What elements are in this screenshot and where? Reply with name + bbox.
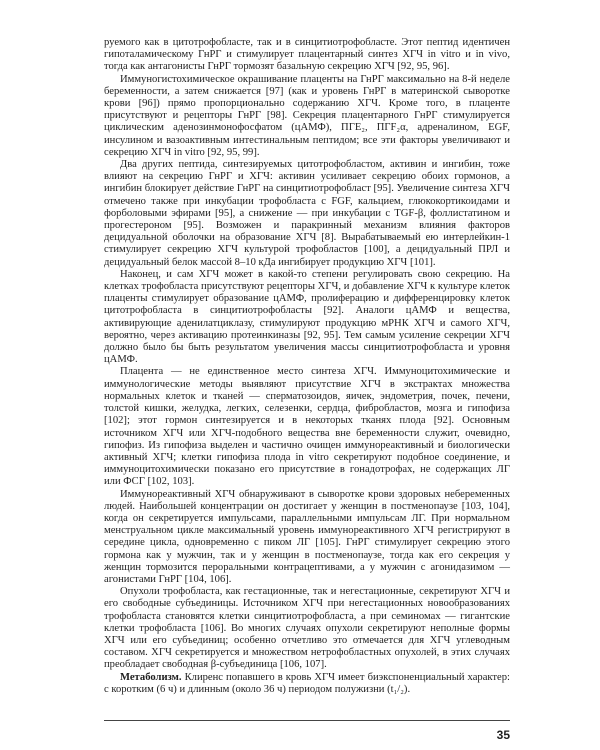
paragraph-1: руемого как в цитотрофобласте, так и в синцитиотрофобласте. Этот пептид идентичен гипоталамическому ГнРГ и стимулирует плацентарный синтез ХГЧ in vitro и in vivo, тогда как антагонисты ГнРГ тормозят базальную секрецию ХГЧ [92, 95, 96].	[104, 37, 510, 73]
paragraph-4: Наконец, и сам ХГЧ может в какой-то степени регулировать свою секрецию. На клетках трофобласта присутствуют рецепторы ХГЧ, и добавление ХГЧ к культуре клеток плаценты стимулирует образование цАМФ, пролиферацию и дифференцировку клеток цитотрофобласта в синцитиотрофобласты [92]. Аналоги цАМФ и вещества, активирующие аденилатциклазу, стимулируют продукцию мРНК ХГЧ и самого ХГЧ, вероятно, через активацию протеинкиназы [92, 95]. Тем самым усиление секреции ХГЧ должно было бы быть результатом увеличения массы синцитиотрофобласта и уровня цАМФ.	[104, 268, 510, 366]
paragraph-2: Иммуногистохимическое окрашивание плаценты на ГнРГ максимально на 8-й неделе беременности, а затем снижается [97] (как и уровень ГнРГ в материнской сыворотке крови [96]) прямо пропорционально содержанию ХГЧ. Кроме того, в плаценте присутствуют и рецепторы ГнРГ [98]. Секреция плацентарного ГнРГ стимулируется циклическим аденозинмонофосфатом (цАМФ), ПГЕ₂, ПГF₂α, адреналином, EGF, инсулином и вазоактивным интестинальным пептидом; все эти факторы увеличивают и секрецию ХГЧ in vitro [92, 95, 99].	[104, 73, 510, 158]
paragraph-8-text: Клиренс попавшего в кровь ХГЧ имеет биэкспоненциальный характер: с коротким (6 ч) и длинным (около 36 ч) периодом полужизни (t₁/₂).	[104, 671, 510, 695]
footer-rule	[104, 720, 510, 721]
paragraph-3: Два других пептида, синтезируемых цитотрофобластом, активин и ингибин, тоже влияют на секрецию ГнРГ и ХГЧ: активин усиливает секрецию обоих гормонов, а ингибин блокирует действие ГнРГ на синцитиотрофобласт [95]. Увеличение синтеза ХГЧ отмечено также при инкубации трофобласта с FGF, кальцием, глюкокортикоидами и форболовыми эфирами [95], а снижение — при инкубации с TGF-β, фоллистатином и прогестероном [95]. Возможен и паракринный механизм влияния факторов децидуальной оболочки на образование ХГЧ [8]. Вырабатываемый ею интерлейкин-1 стимулирует секрецию ХГЧ культурой трофобластов [100], а децидуальный ПРЛ и децидуальный белок массой 8–10 кДа ингибирует продукцию ХГЧ [101].	[104, 159, 510, 268]
page-number: 35	[496, 728, 510, 742]
paragraph-6: Иммунореактивный ХГЧ обнаруживают в сыворотке крови здоровых небеременных людей. Наибольшей концентрации он достигает у женщин в постменопаузе [103, 104], когда он секретируется импульсами, параллельными импульсам ЛГ. При нормальном менструальном цикле максимальный уровень иммунореактивного ХГЧ регистрируют в середине цикла, одновременно с пиком ЛГ [105]. ГнРГ стимулирует секрецию этого гормона как у мужчин, так и у женщин в постменопаузе, тогда как его секреция у женщин тормозится пероральными контрацептивами, а у мужчин с агонидазимом — агонистами ГнРГ [104, 106].	[104, 488, 510, 585]
paragraph-7: Опухоли трофобласта, как гестационные, так и негестационные, секретируют ХГЧ и его свободные субъединицы. Источником ХГЧ при негестационных новообразованиях трофобласта становятся клетки синцитиотрофобласта, а при семиномах — гигантские клетки трофобласта [106]. Во многих случаях опухоли секретируют неполные формы ХГЧ или его субъединиц; особенно отчетливо это отмечается для ХГЧ углеводным составом. ХГЧ секретируется и множеством нетрофобластных опухолей, в этих случаях преобладает свободная β-субъединица [106, 107].	[104, 586, 510, 671]
body-text	[104, 37, 510, 696]
paragraph-5: Плацента — не единственное место синтеза ХГЧ. Иммуноцитохимические и иммунологические методы выявляют присутствие ХГЧ в экстрактах множества нормальных клеток и тканей — сперматозоидов, яичек, эндометрия, почек, печени, толстой кишки, желудка, легких, селезенки, сердца, фибробластов, мозга и гипофиза [102]; этот гормон синтезируется и в некоторых тканях плода [92]. Основным источником ХГЧ или ХГЧ-подобного вещества вне беременности служит, очевидно, гипофиз. Из гипофиза выделен и частично очищен иммунореактивный и биологически активный ХГЧ; клетки гипофиза плода in vitro секретируют подобное соединение, и иммуноцитохимически показано его присутствие в гонадотрофах, не содержащих ЛГ или ФСГ [102, 103].	[104, 366, 510, 488]
section-lead-metabolism: Метаболизм.	[120, 671, 182, 683]
paragraph-8	[104, 672, 510, 696]
